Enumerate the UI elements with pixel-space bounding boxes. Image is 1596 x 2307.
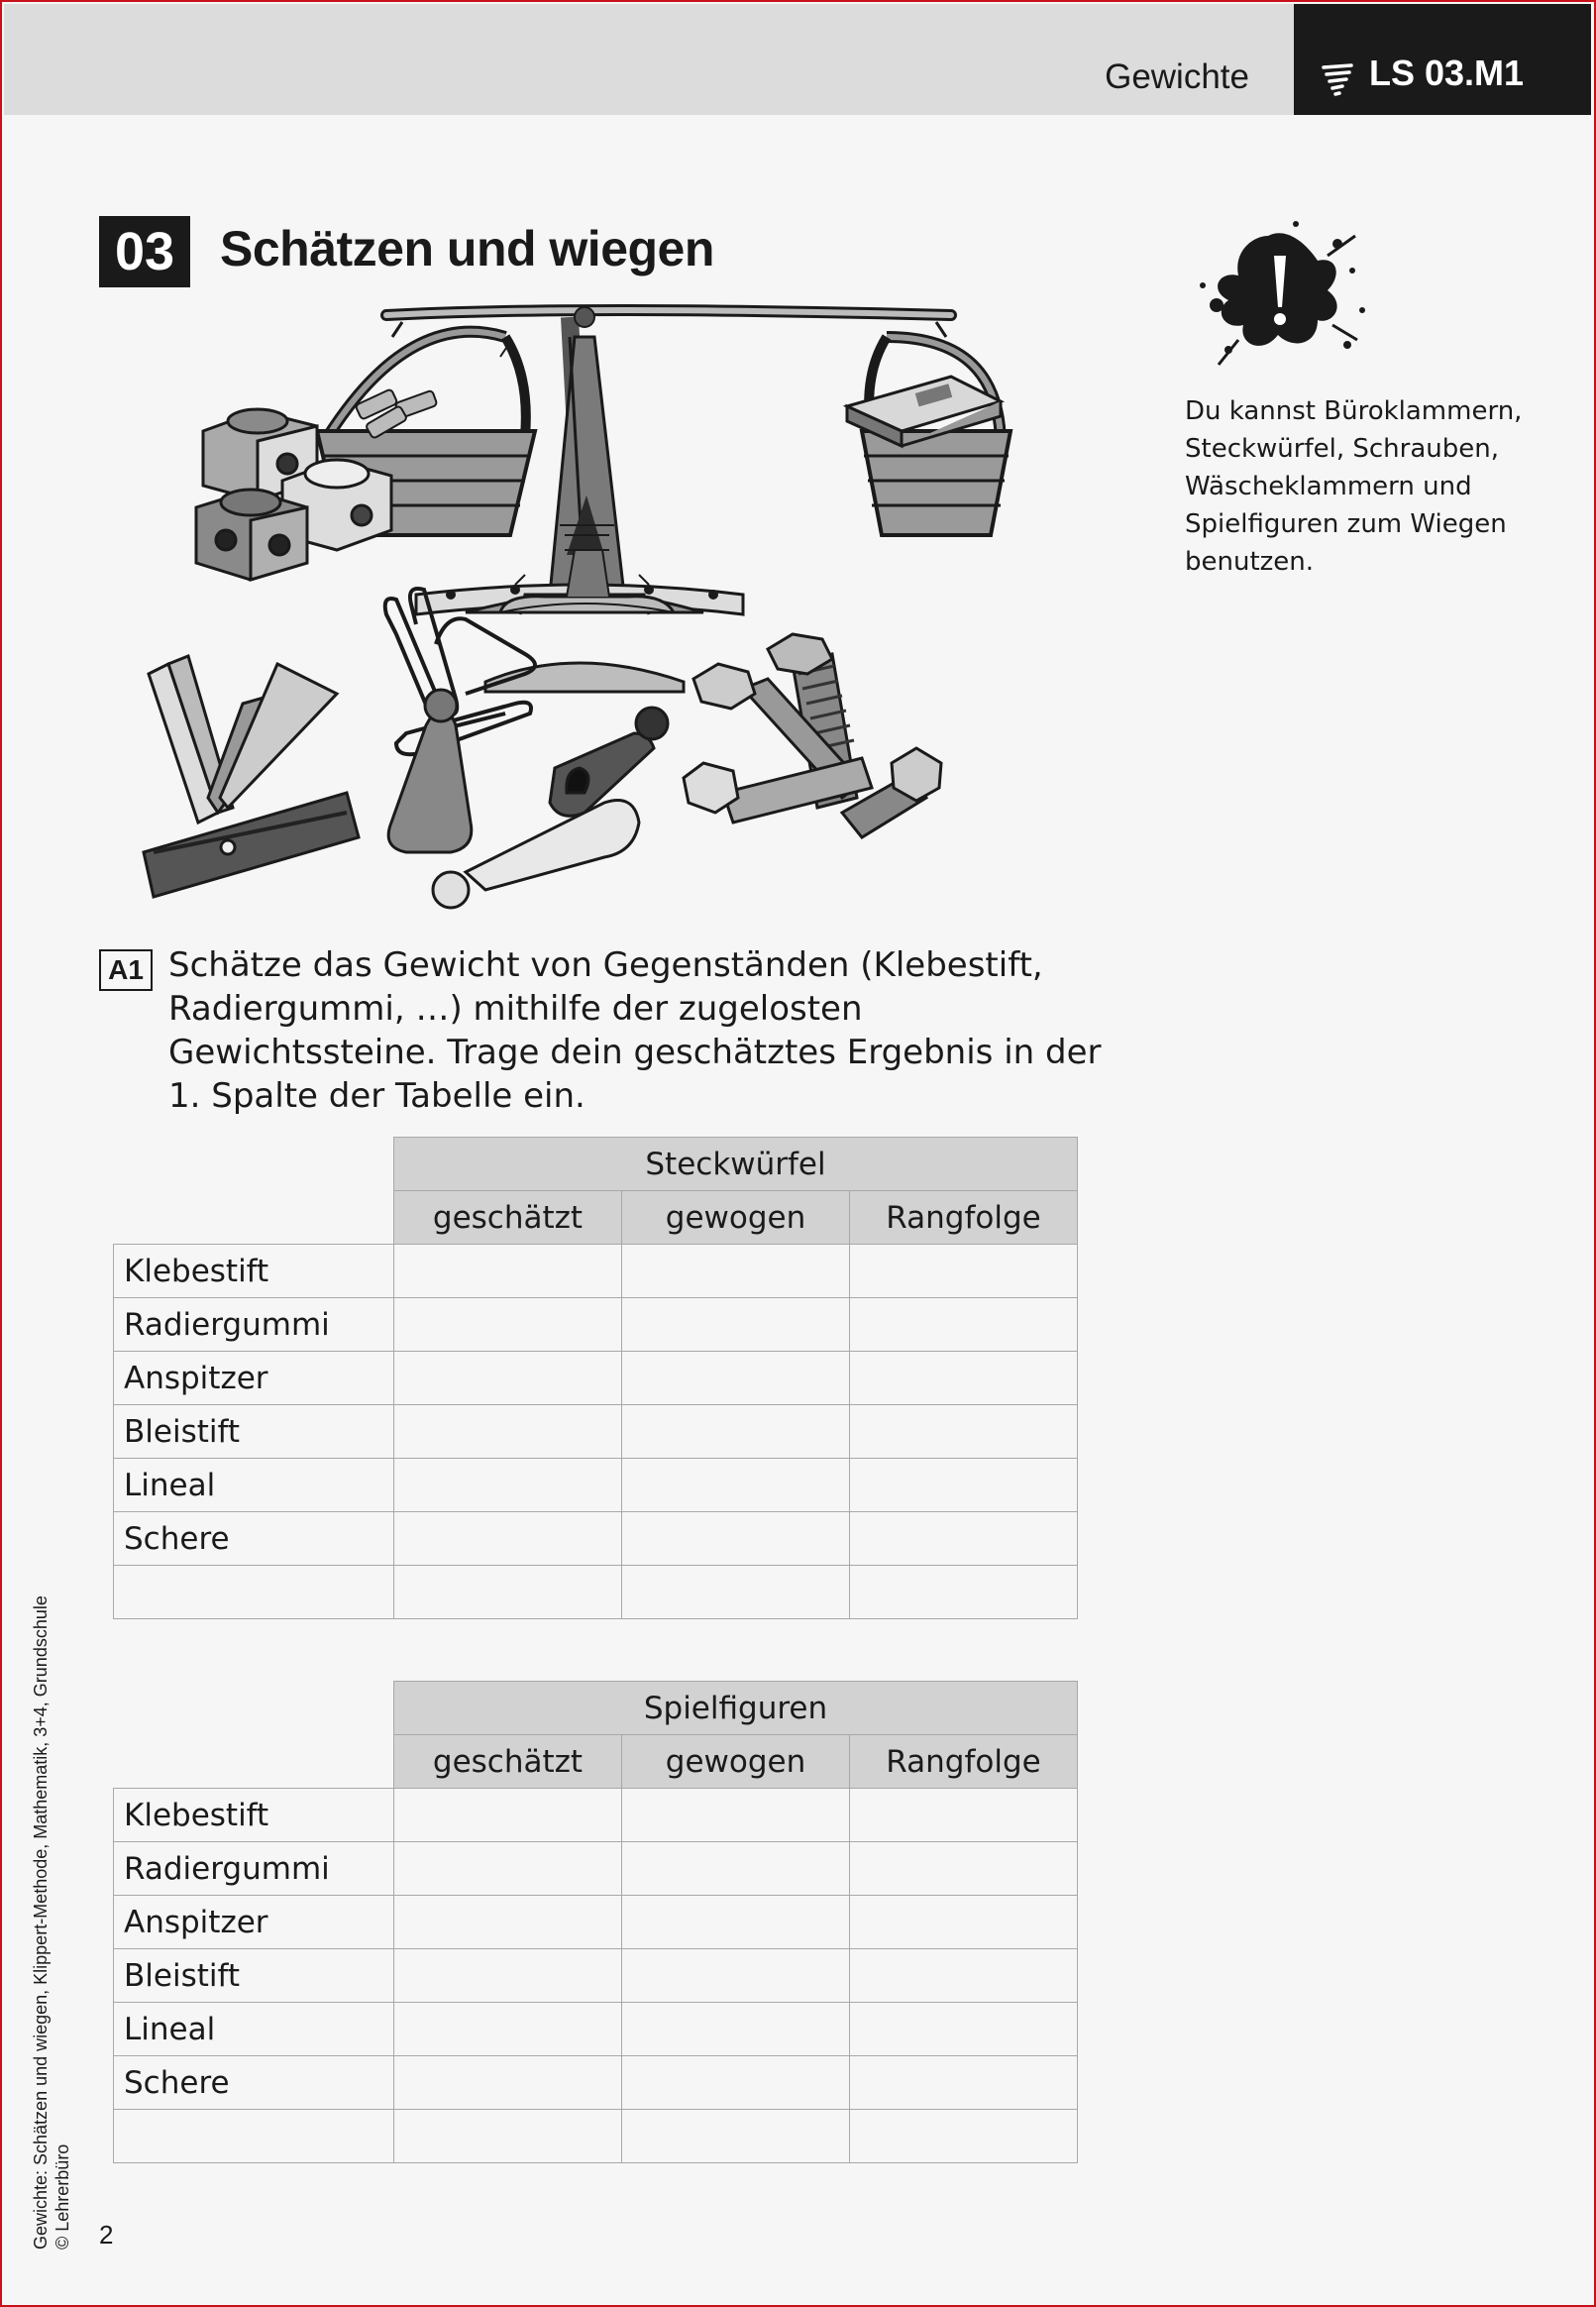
copyright-line: © Lehrerbüro xyxy=(53,2143,72,2250)
weighed-cell[interactable] xyxy=(622,1896,850,1949)
rank-cell[interactable] xyxy=(850,2110,1078,2163)
table-group-header: Steckwürfel xyxy=(394,1138,1078,1191)
rank-cell[interactable] xyxy=(850,1512,1078,1566)
estimate-cell[interactable] xyxy=(394,1405,622,1459)
row-label: Schere xyxy=(114,2056,394,2110)
rank-cell[interactable] xyxy=(850,1459,1078,1512)
rank-cell[interactable] xyxy=(850,1896,1078,1949)
table-row xyxy=(114,1298,1078,1352)
header-code-box xyxy=(1294,4,1591,115)
row-label: Radiergummi xyxy=(114,1842,394,1896)
table-row xyxy=(114,2110,1078,2163)
rank-cell[interactable] xyxy=(850,1789,1078,1842)
section-number: 03 xyxy=(99,216,190,287)
column-header-estimated: geschätzt xyxy=(394,1191,622,1245)
copyright-note xyxy=(30,1595,73,2250)
estimate-cell[interactable] xyxy=(394,2110,622,2163)
task-text: Schätze das Gewicht von Gegenständen (Klebestift, Radiergummi, …) mithilfe der zugelosten Gewichtssteine. Trage dein geschätztes Ergebnis in der 1. Spalte der Tabelle ein. xyxy=(168,945,1102,1116)
weighed-cell[interactable] xyxy=(622,2110,850,2163)
estimate-cell[interactable] xyxy=(394,1352,622,1405)
rank-cell[interactable] xyxy=(850,2056,1078,2110)
rank-cell[interactable] xyxy=(850,1298,1078,1352)
estimate-cell[interactable] xyxy=(394,1298,622,1352)
header-bar xyxy=(4,4,1294,115)
weighed-cell[interactable] xyxy=(622,1405,850,1459)
clothespins-image xyxy=(144,656,359,897)
row-label: Anspitzer xyxy=(114,1896,394,1949)
task-tag: A1 xyxy=(99,949,153,991)
rank-cell[interactable] xyxy=(850,2003,1078,2056)
estimate-cell[interactable] xyxy=(394,1896,622,1949)
row-label: Bleistift xyxy=(114,1405,394,1459)
estimate-cell[interactable] xyxy=(394,2056,622,2110)
weighed-cell[interactable] xyxy=(622,1789,850,1842)
column-header-weighed: gewogen xyxy=(622,1191,850,1245)
weighed-cell[interactable] xyxy=(622,1352,850,1405)
spielfiguren-table xyxy=(113,1681,1078,2163)
rank-cell[interactable] xyxy=(850,1405,1078,1459)
page-number: 2 xyxy=(99,2220,114,2250)
screws-image xyxy=(684,634,941,837)
estimate-cell[interactable] xyxy=(394,1566,622,1619)
row-label: Bleistift xyxy=(114,1949,394,2003)
column-header-estimated: geschätzt xyxy=(394,1735,622,1789)
estimate-cell[interactable] xyxy=(394,1245,622,1298)
rank-cell[interactable] xyxy=(850,1352,1078,1405)
row-label[interactable] xyxy=(114,1566,394,1619)
rank-cell[interactable] xyxy=(850,1949,1078,2003)
table-row xyxy=(114,1896,1078,1949)
weighed-cell[interactable] xyxy=(622,1245,850,1298)
estimate-cell[interactable] xyxy=(394,2003,622,2056)
table-row xyxy=(114,1949,1078,2003)
row-label[interactable] xyxy=(114,2110,394,2163)
row-label: Klebestift xyxy=(114,1245,394,1298)
rank-cell[interactable] xyxy=(850,1245,1078,1298)
estimate-cell[interactable] xyxy=(394,1512,622,1566)
column-header-rank: Rangfolge xyxy=(850,1191,1078,1245)
weighed-cell[interactable] xyxy=(622,1512,850,1566)
table-row xyxy=(114,1842,1078,1896)
row-label: Anspitzer xyxy=(114,1352,394,1405)
hint-text: Du kannst Büroklammern, Steckwürfel, Schrauben, Wäscheklammern und Spielfiguren zum Wiegen benutzen. xyxy=(1185,396,1523,577)
tornado-icon xyxy=(1322,63,1353,99)
row-label: Schere xyxy=(114,1512,394,1566)
table-row xyxy=(114,1789,1078,1842)
weighed-cell[interactable] xyxy=(622,2003,850,2056)
row-label: Lineal xyxy=(114,2003,394,2056)
table-row xyxy=(114,2056,1078,2110)
row-label: Klebestift xyxy=(114,1789,394,1842)
game-pieces-image xyxy=(388,690,668,908)
credit-line: Gewichte: Schätzen und wiegen, Klippert-Methode, Mathematik, 3+4, Grundschule xyxy=(31,1595,51,2250)
column-header-rank: Rangfolge xyxy=(850,1735,1078,1789)
weighing-objects-illustration xyxy=(109,297,1060,932)
estimate-cell[interactable] xyxy=(394,1789,622,1842)
table-row xyxy=(114,1352,1078,1405)
weighed-cell[interactable] xyxy=(622,2056,850,2110)
table-row xyxy=(114,1459,1078,1512)
table-row xyxy=(114,1405,1078,1459)
weighed-cell[interactable] xyxy=(622,1949,850,2003)
exclamation-splat-icon xyxy=(1179,216,1377,384)
table-row xyxy=(114,1566,1078,1619)
estimate-cell[interactable] xyxy=(394,1949,622,2003)
weighed-cell[interactable] xyxy=(622,1566,850,1619)
header-code: LS 03.M1 xyxy=(1369,53,1525,93)
weighed-cell[interactable] xyxy=(622,1459,850,1512)
estimate-cell[interactable] xyxy=(394,1459,622,1512)
header-topic: Gewichte xyxy=(1105,57,1249,96)
row-label: Radiergummi xyxy=(114,1298,394,1352)
table-row xyxy=(114,2003,1078,2056)
rank-cell[interactable] xyxy=(850,1566,1078,1619)
rank-cell[interactable] xyxy=(850,1842,1078,1896)
table-row xyxy=(114,1245,1078,1298)
steckwuerfel-table xyxy=(113,1137,1078,1619)
page-title: Schätzen und wiegen xyxy=(220,221,714,276)
column-header-weighed: gewogen xyxy=(622,1735,850,1789)
basket-right-image xyxy=(847,337,1011,535)
table-group-header: Spielfiguren xyxy=(394,1682,1078,1735)
weighed-cell[interactable] xyxy=(622,1298,850,1352)
table-row xyxy=(114,1512,1078,1566)
estimate-cell[interactable] xyxy=(394,1842,622,1896)
row-label: Lineal xyxy=(114,1459,394,1512)
weighed-cell[interactable] xyxy=(622,1842,850,1896)
